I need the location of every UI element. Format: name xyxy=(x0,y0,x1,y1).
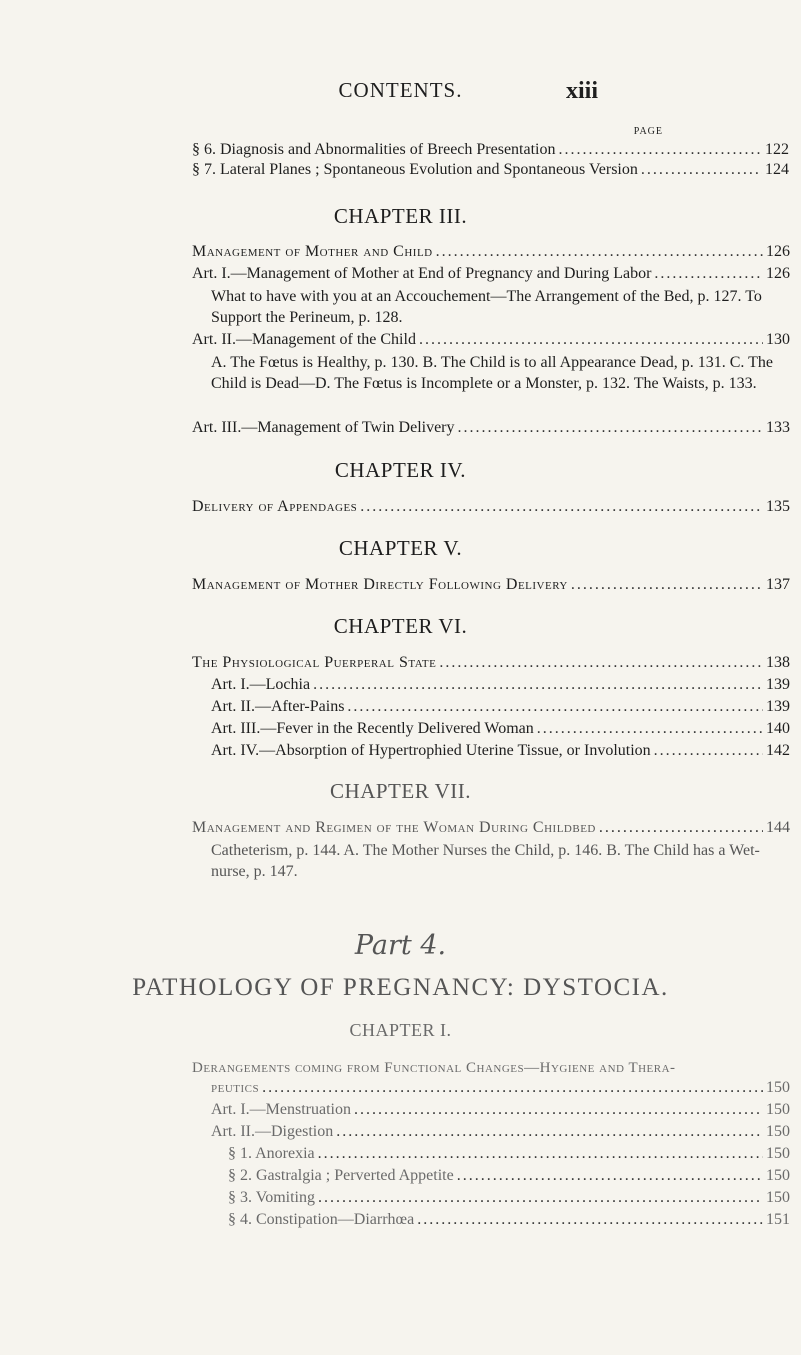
toc-entry-text: Art. III.—Management of Twin Delivery xyxy=(192,419,455,436)
toc-entry-page: 135 xyxy=(766,498,790,515)
toc-entry-text: Art. II.—Digestion xyxy=(211,1123,334,1140)
toc-entry-text: § 7. Lateral Planes ; Spontaneous Evolution and Spontaneous Version xyxy=(192,161,638,178)
leader-dots xyxy=(571,575,763,595)
toc-entry[interactable] xyxy=(192,497,790,517)
leader-dots xyxy=(537,719,763,739)
toc-entry-page: 150 xyxy=(766,1189,790,1206)
toc-entry[interactable] xyxy=(211,1078,790,1098)
toc-entry-page: 133 xyxy=(766,419,790,436)
toc-entry[interactable] xyxy=(192,242,790,262)
leader-dots xyxy=(313,675,763,695)
page-number: xiii xyxy=(565,78,598,104)
chapter-heading: CHAPTER VI. xyxy=(333,614,468,638)
toc-entry[interactable] xyxy=(192,140,790,160)
toc-entry-text: § 3. Vomiting xyxy=(228,1189,315,1206)
toc-sub-entry: A. The Fœtus is Healthy, p. 130. B. The Child is to all Appearance Dead, p. 131. C. The Child is Dead—D. The Fœtus is Incomplete or a Monster, p. 132. The Waists, p. 133. xyxy=(211,354,773,392)
leader-dots xyxy=(318,1144,763,1164)
toc-entry-page: 150 xyxy=(766,1123,790,1140)
part-title: PATHOLOGY OF PREGNANCY: DYSTOCIA. xyxy=(132,974,669,1001)
toc-entry-text: Art. II.—After-Pains xyxy=(211,698,345,715)
toc-entry[interactable] xyxy=(192,264,790,284)
toc-entry-page: 137 xyxy=(766,576,790,593)
toc-entry-text: § 2. Gastralgia ; Perverted Appetite xyxy=(228,1167,454,1184)
toc-entry-text: Art. I.—Menstruation xyxy=(211,1101,351,1118)
toc-entry-text: § 4. Constipation—Diarrhœa xyxy=(228,1211,415,1228)
toc-entry[interactable] xyxy=(228,1210,790,1230)
toc-entry-text: Art. III.—Fever in the Recently Delivered Woman xyxy=(211,720,534,737)
leader-dots xyxy=(354,1100,763,1120)
leader-dots xyxy=(318,1188,763,1208)
toc-entry[interactable] xyxy=(192,818,790,838)
toc-entry-text: Art. I.—Lochia xyxy=(211,676,311,693)
toc-entry[interactable] xyxy=(192,653,790,673)
toc-entry-page: 150 xyxy=(766,1145,790,1162)
chapter-heading: CHAPTER VII. xyxy=(330,779,471,803)
toc-entry-page: 150 xyxy=(766,1167,790,1184)
toc-entry-page: 138 xyxy=(766,654,790,671)
toc-entry-page: 126 xyxy=(766,243,790,260)
chapter-heading: CHAPTER V. xyxy=(338,536,463,560)
toc-entry[interactable] xyxy=(192,160,790,180)
toc-entry[interactable] xyxy=(211,697,790,717)
toc-entry-page: 144 xyxy=(766,819,790,836)
running-head xyxy=(0,78,801,108)
toc-entry-text: Management of Mother and Child xyxy=(192,243,433,260)
toc-entry[interactable] xyxy=(211,741,790,761)
page-column-label: PAGE xyxy=(633,126,663,137)
toc-entry-page: 151 xyxy=(766,1211,790,1228)
part-label: Part 4. xyxy=(354,930,447,961)
chapter-heading: CHAPTER III. xyxy=(333,204,468,228)
toc-entry-text: peutics xyxy=(211,1079,260,1096)
toc-entry[interactable] xyxy=(211,675,790,695)
toc-entry-page: 142 xyxy=(766,742,790,759)
toc-entry-text: § 6. Diagnosis and Abnormalities of Breech Presentation xyxy=(192,141,556,158)
toc-sub-entry: Catheterism, p. 144. A. The Mother Nurses the Child, p. 146. B. The Child has a Wet-nurse, p. 147. xyxy=(211,842,760,880)
toc-entry-text: Art. IV.—Absorption of Hypertrophied Uterine Tissue, or Involution xyxy=(211,742,651,759)
toc-entry[interactable] xyxy=(192,575,790,595)
toc-sub-entry: What to have with you at an Accouchement—The Arrangement of the Bed, p. 127. To Support the Perineum, p. 128. xyxy=(211,288,762,326)
toc-entry[interactable] xyxy=(192,418,790,438)
toc-entry-text: Derangements coming from Functional Changes—Hygiene and Thera- xyxy=(192,1060,676,1076)
leader-dots xyxy=(360,497,763,517)
toc-entry-page: 139 xyxy=(766,698,790,715)
toc-entry[interactable] xyxy=(211,1122,790,1142)
toc-entry-page: 150 xyxy=(766,1101,790,1118)
running-head-title: CONTENTS. xyxy=(338,78,463,102)
toc-entry-text: Management and Regimen of the Woman During Childbed xyxy=(192,819,596,836)
toc-entry-page: 122 xyxy=(765,141,789,158)
leader-dots xyxy=(457,1166,763,1186)
toc-entry-text: Art. II.—Management of the Child xyxy=(192,331,416,348)
toc-entry-page: 130 xyxy=(766,331,790,348)
leader-dots xyxy=(654,741,763,761)
leader-dots xyxy=(436,242,763,262)
toc-entry[interactable] xyxy=(192,1058,790,1078)
leader-dots xyxy=(458,418,763,438)
toc-entry-page: 124 xyxy=(765,161,789,178)
toc-entry-text: § 1. Anorexia xyxy=(228,1145,315,1162)
leader-dots xyxy=(336,1122,763,1142)
toc-entry-page: 126 xyxy=(766,265,790,282)
toc-entry-text: Management of Mother Directly Following Delivery xyxy=(192,576,568,593)
leader-dots xyxy=(599,818,763,838)
toc-entry[interactable] xyxy=(192,330,790,350)
toc-entry[interactable] xyxy=(228,1188,790,1208)
toc-entry-text: Delivery of Appendages xyxy=(192,498,358,515)
leader-dots xyxy=(262,1078,763,1098)
leader-dots xyxy=(419,330,763,350)
leader-dots xyxy=(558,140,762,160)
leader-dots xyxy=(641,160,762,180)
toc-entry[interactable] xyxy=(228,1144,790,1164)
toc-entry[interactable] xyxy=(211,719,790,739)
toc-entry[interactable] xyxy=(211,1100,790,1120)
toc-entry[interactable] xyxy=(228,1166,790,1186)
toc-entry-page: 140 xyxy=(766,720,790,737)
chapter-heading: CHAPTER IV. xyxy=(334,458,467,482)
leader-dots xyxy=(347,697,763,717)
chapter-heading: CHAPTER I. xyxy=(349,1020,452,1040)
leader-dots xyxy=(439,653,763,673)
leader-dots xyxy=(654,264,763,284)
toc-entry-text: The Physiological Puerperal State xyxy=(192,654,437,671)
leader-dots xyxy=(417,1210,763,1230)
toc-entry-text: Art. I.—Management of Mother at End of Pregnancy and During Labor xyxy=(192,265,652,282)
toc-entry-page: 139 xyxy=(766,676,790,693)
toc-entry-page: 150 xyxy=(766,1079,790,1096)
